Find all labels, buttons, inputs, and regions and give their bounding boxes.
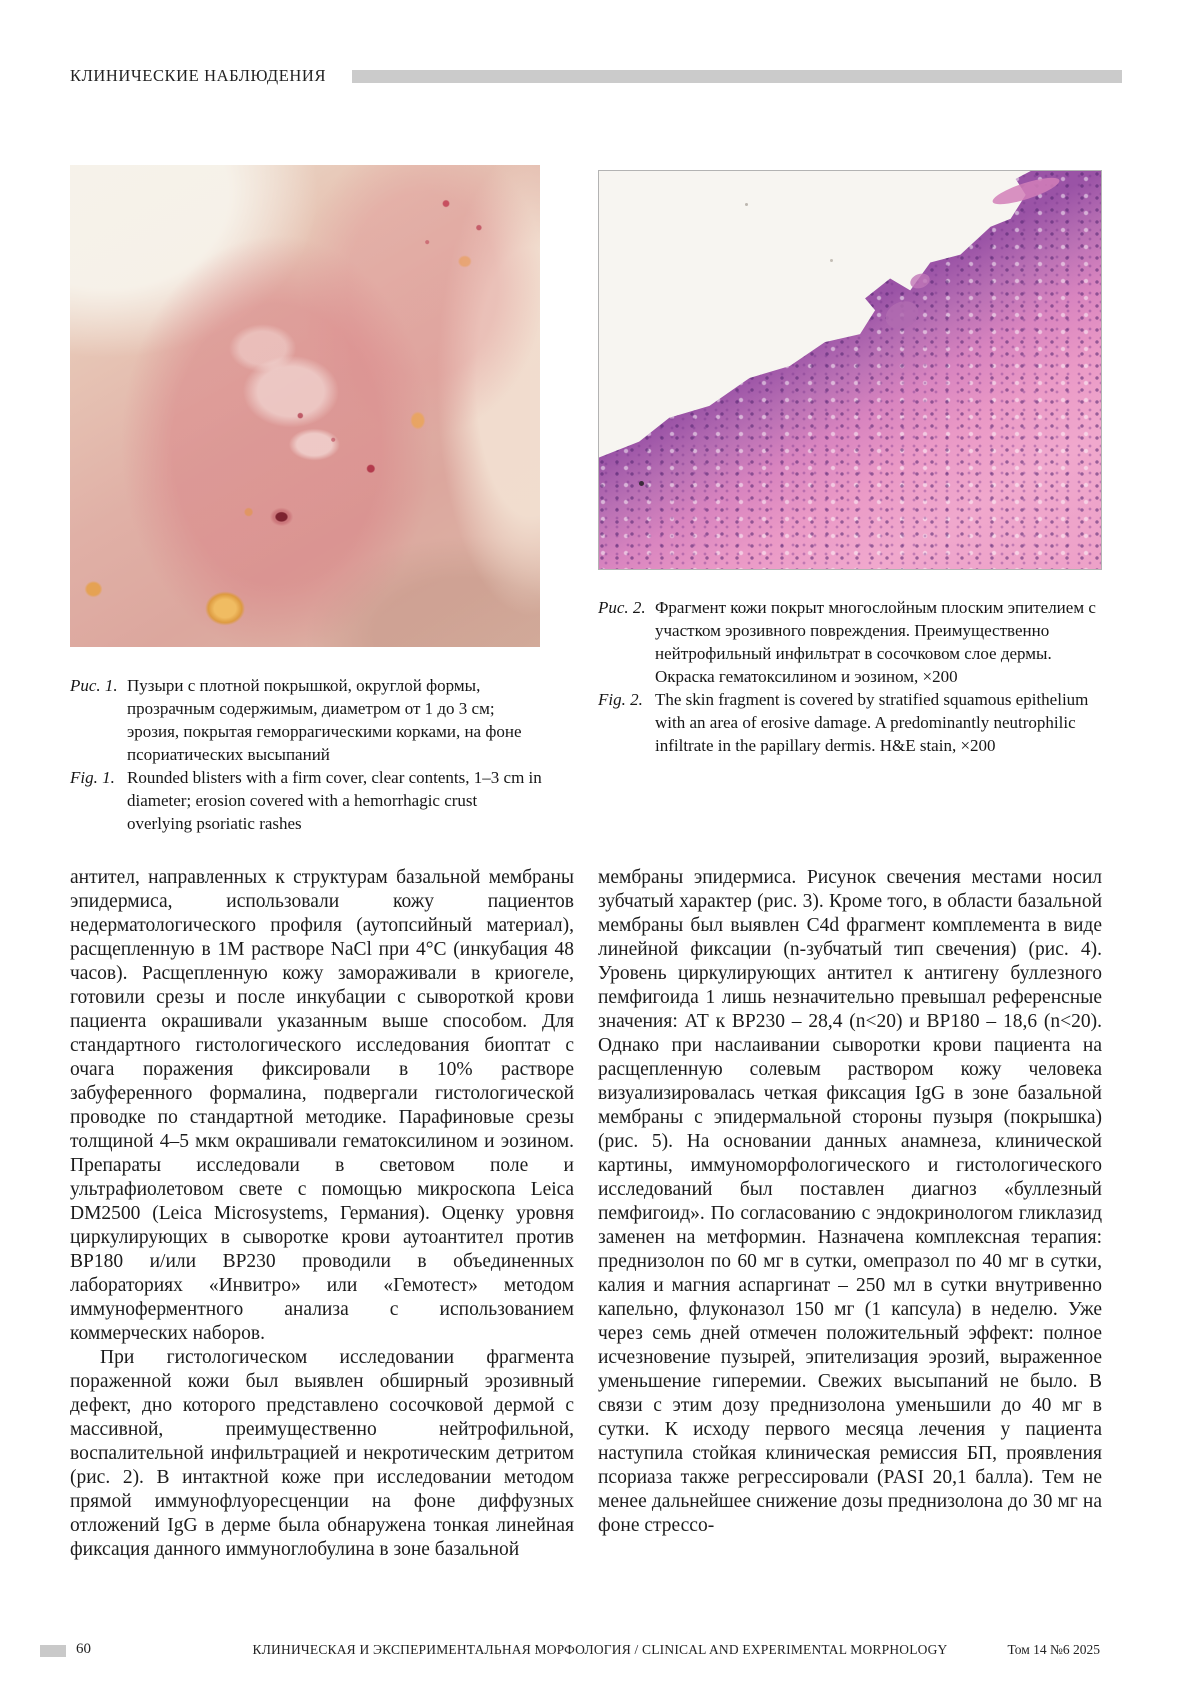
section-label: КЛИНИЧЕСКИЕ НАБЛЮДЕНИЯ xyxy=(70,66,327,85)
page-footer xyxy=(0,1641,1200,1661)
figure-1-caption-ru xyxy=(70,674,544,766)
figure-1-caption-en xyxy=(70,766,544,835)
histology-tissue-area xyxy=(599,171,1101,569)
histology-speck xyxy=(830,259,833,262)
figure-1-clinical-photo xyxy=(70,165,540,647)
body-paragraph: антител, направленных к структурам базальной мембраны эпидермиса, использовали кожу пациентов недерматологического профиля (аутопсийный материал), расщепленную в 1М растворе NaCl при 4°С (инкубация 48 часов). Расщепленную кожу замораживали в криогеле, готовили срезы и после инкубации с сывороткой крови пациента окрашивали указанным выше способом. Для стандартного гистологического исследования биоптат с очага поражения фиксировали в 10% растворе забуференного формалина, подвергали гистологической проводке по стандартной методике. Парафиновые срезы толщиной 4–5 мкм окрашивали гематоксилином и эозином. Препараты исследовали в световом поле и ультрафиолетовом свете с помощью микроскопа Leica DM2500 (Leica Microsystems, Германия). Оценку уровня циркулирующих в сыворотке крови аутоантител против BP180 и/или BP230 проводили в объединенных лабораториях «Инвитро» или «Гемотест» методом иммуноферментного анализа с использованием коммерческих наборов. xyxy=(70,867,574,1344)
figure-2-caption-ru xyxy=(598,596,1102,688)
figure-1-caption-text-en: Rounded blisters with a firm cover, clear contents, 1–3 cm in diameter; erosion covered with a hemorrhagic crust overlying psoriatic rashes xyxy=(127,768,542,833)
body-paragraph: мембраны эпидермиса. Рисунок свечения местами носил зубчатый характер (рис. 3). Кроме того, в области базальной мембраны был выявлен C4d фрагмент комплемента в виде линейной фиксации (n-зубчатый тип свечения) (рис. 4). Уровень циркулирующих антител к антигену буллезного пемфигоида 1 лишь незначительно превышал референсные значения: АТ к BP230 – 28,4 (n<20) и BP180 – 18,6 (n<20). Однако при наслаивании сыворотки крови пациента на расщепленную солевым раствором кожу человека визуализировалась четкая фиксация IgG в зоне базальной мембраны с эпидермальной стороны пузыря (покрышка) (рис. 5). На основании данных анамнеза, клинической картины, иммуноморфологического и гистологического исследований был поставлен диагноз «буллезный пемфигоид». По согласованию с эндокринологом гликлазид заменен на метформин. Назначена комплексная терапия: преднизолон по 60 мг в сутки, омепразол по 40 мг в сутки, калия и магния аспаргинат – 250 мл в сутки внутривенно капельно, флуконазол 150 мг (1 капсула) в неделю. Уже через семь дней отмечен положительный эффект: полное исчезновение пузырей, эпителизация эрозий, выраженное уменьшение гиперемии. Свежих высыпаний не было. В связи с этим дозу преднизолона уменьшили до 40 мг в сутки. К исходу первого месяца лечения у пациента наступила стойкая клиническая ремиссия БП, проявления псориаза также регрессировали (PASI 20,1 балла). Тем не менее дальнейшее снижение дозы преднизолона до 30 мг на фоне стрессо- xyxy=(598,867,1102,1536)
figure-1-caption xyxy=(70,674,544,835)
footer-issue-info: Том 14 №6 2025 xyxy=(1007,1642,1100,1657)
figure-2-label-en: Fig. 2. xyxy=(598,690,643,709)
figure-2-caption xyxy=(598,596,1102,757)
figure-1-label-ru: Рис. 1. xyxy=(70,676,118,695)
header-rule xyxy=(352,70,1122,83)
page-header xyxy=(70,66,1122,86)
figure-2-histology-image xyxy=(598,170,1102,570)
footer-journal-title: КЛИНИЧЕСКАЯ И ЭКСПЕРИМЕНТАЛЬНАЯ МОРФОЛОГИЯ / CLINICAL AND EXPERIMENTAL MORPHOLOGY xyxy=(252,1642,948,1657)
figure-2-caption-text-en: The skin fragment is covered by stratified squamous epithelium with an area of erosive damage. A predominantly neutrophilic infiltrate in the papillary dermis. H&E stain, ×200 xyxy=(655,690,1089,755)
figure-1-caption-text-ru: Пузыри с плотной покрышкой, округлой формы, прозрачным содержимым, диаметром от 1 до 3 см; эрозия, покрытая геморрагическими корками, на фоне псориатических высыпаний xyxy=(127,676,522,764)
histology-speck xyxy=(745,203,748,206)
figure-1-label-en: Fig. 1. xyxy=(70,768,115,787)
right-column xyxy=(598,866,1102,1562)
article-body xyxy=(70,866,1102,1562)
body-paragraph: При гистологическом исследовании фрагмента пораженной кожи был выявлен обширный эрозивный дефект, дно которого представлено сосочковой дермой с массивной, преимущественно нейтрофильной, воспалительной инфильтрацией и некротическим детритом (рис. 2). В интактной коже при исследовании методом прямой иммунофлуоресценции на фоне диффузных отложений IgG в дерме была обнаружена тонкая линейная фиксация данного иммуноглобулина в зоне базальной xyxy=(70,1347,574,1560)
left-column xyxy=(70,866,574,1562)
figure-2-label-ru: Рис. 2. xyxy=(598,598,646,617)
footer-page-number: 60 xyxy=(76,1641,91,1657)
figure-2-caption-text-ru: Фрагмент кожи покрыт многослойным плоским эпителием с участком эрозивного повреждения. Преимущественно нейтрофильный инфильтрат в сосочковом слое дермы. Окраска гематоксилином и эозином, ×200 xyxy=(655,598,1096,686)
figure-2-caption-en xyxy=(598,688,1102,757)
